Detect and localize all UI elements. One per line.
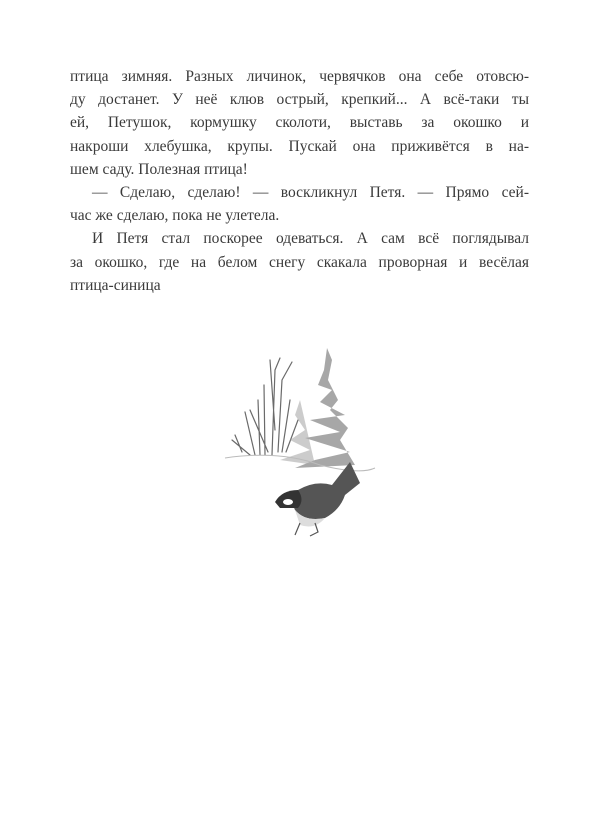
text-line: ду достанет. У неё клюв острый, крепкий... А всё-таки ты: [70, 91, 529, 109]
story-text: [70, 65, 529, 297]
bush-drawing: [232, 358, 298, 455]
text-line: час же сделаю, пока не улетела.: [70, 207, 280, 225]
titmouse-bird: [275, 462, 360, 536]
text-line: накроши хлебушка, крупы. Пускай она приживётся в на-: [70, 137, 529, 155]
text-line: птица зимняя. Разных личинок, червячков она себе отовсю-: [70, 68, 529, 85]
text-line: шем саду. Полезная птица!: [70, 160, 248, 178]
text-line: И Петя стал поскорее одеваться. А сам всё поглядывал: [92, 230, 529, 248]
titmouse-illustration: [220, 340, 380, 540]
text-line: — Сделаю, сделаю! — воскликнул Петя. — Прямо сей-: [92, 183, 529, 201]
text-line: ей, Петушок, кормушку сколоти, выставь за окошко и: [70, 114, 529, 132]
text-line: птица-синица: [70, 276, 161, 294]
text-line: за окошко, где на белом снегу скакала проворная и весёлая: [70, 253, 529, 271]
fir-tree-drawing: [280, 348, 355, 468]
